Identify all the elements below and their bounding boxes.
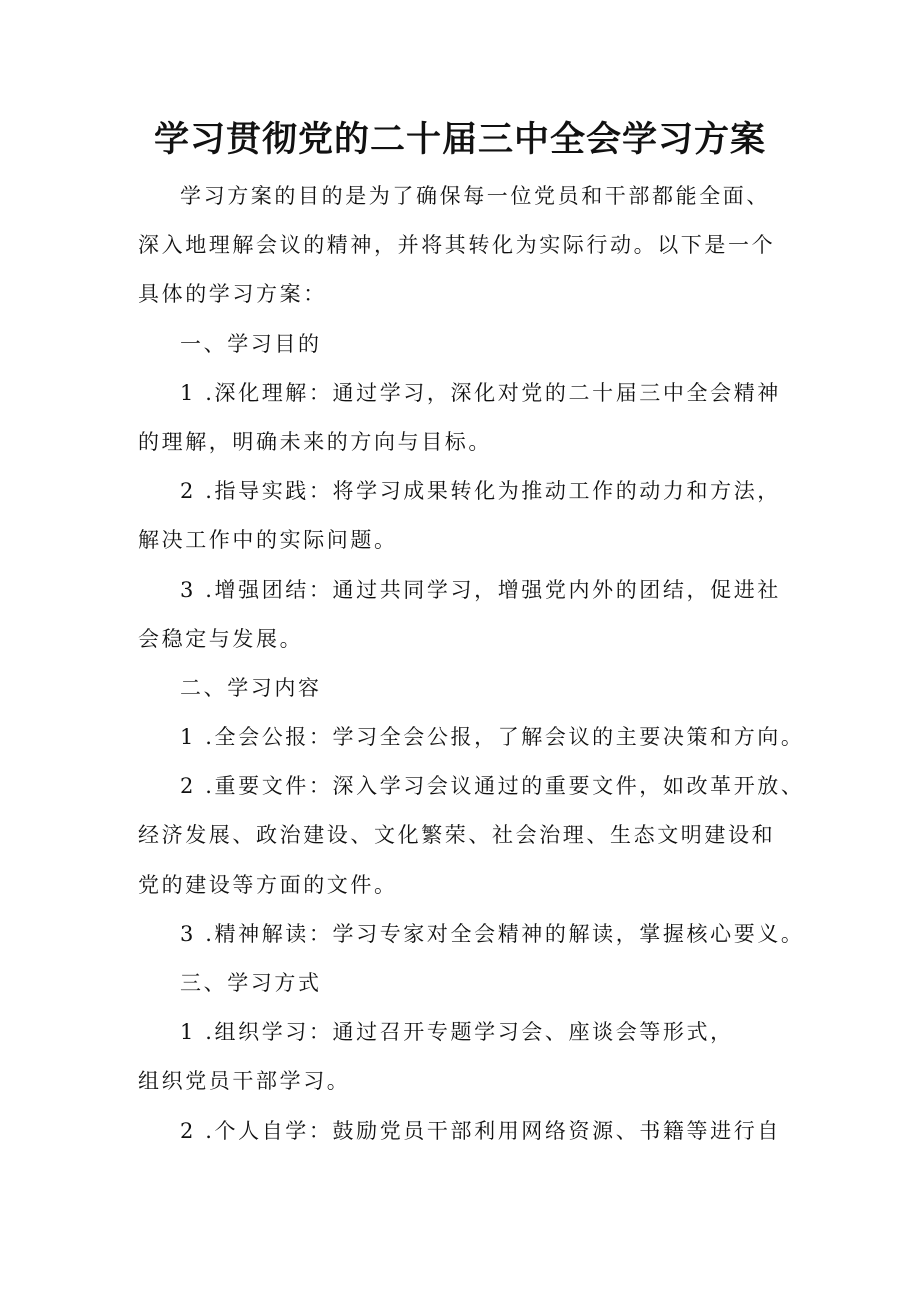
list-item-line: 1 .全会公报：学习全会公报，了解会议的主要决策和方向。 (180, 725, 805, 750)
paragraph-line: 深入地理解会议的精神，并将其转化为实际行动。以下是一个 (138, 233, 776, 258)
document-body (138, 172, 805, 1156)
section-heading: 一、学习目的 (180, 331, 322, 356)
list-item-line: 1 .深化理解：通过学习，深化对党的二十届三中全会精神 (180, 380, 781, 405)
list-item-line: 3 .增强团结：通过共同学习，增强党内外的团结，促进社 (180, 577, 781, 602)
list-item-line: 经济发展、政治建设、文化繁荣、社会治理、生态文明建设和 (138, 823, 776, 848)
list-item-line: 党的建设等方面的文件。 (138, 872, 398, 897)
list-item-line: 会稳定与发展。 (138, 626, 304, 651)
list-item-line: 2 .指导实践：将学习成果转化为推动工作的动力和方法， (180, 479, 781, 504)
paragraph-line: 具体的学习方案： (138, 282, 327, 307)
document-title: 学习贯彻党的二十届三中全会学习方案 (153, 120, 766, 160)
list-item-line: 2 .个人自学：鼓励党员干部利用网络资源、书籍等进行自 (180, 1118, 781, 1143)
section-heading: 三、学习方式 (180, 971, 322, 995)
list-item-line: 3 .精神解读：学习专家对全会精神的解读，掌握核心要义。 (180, 921, 805, 946)
list-item-line: 组织党员干部学习。 (138, 1069, 351, 1094)
paragraph-line: 学习方案的目的是为了确保每一位党员和干部都能全面、 (180, 184, 770, 208)
list-item-line: 解决工作中的实际问题。 (138, 528, 398, 553)
section-heading: 二、学习内容 (180, 675, 322, 700)
list-item-line: 的理解，明确未来的方向与目标。 (138, 429, 492, 454)
list-item-line: 2 .重要文件：深入学习会议通过的重要文件，如改革开放、 (180, 774, 805, 799)
list-item-line: 1 .组织学习：通过召开专题学习会、座谈会等形式， (180, 1020, 734, 1045)
